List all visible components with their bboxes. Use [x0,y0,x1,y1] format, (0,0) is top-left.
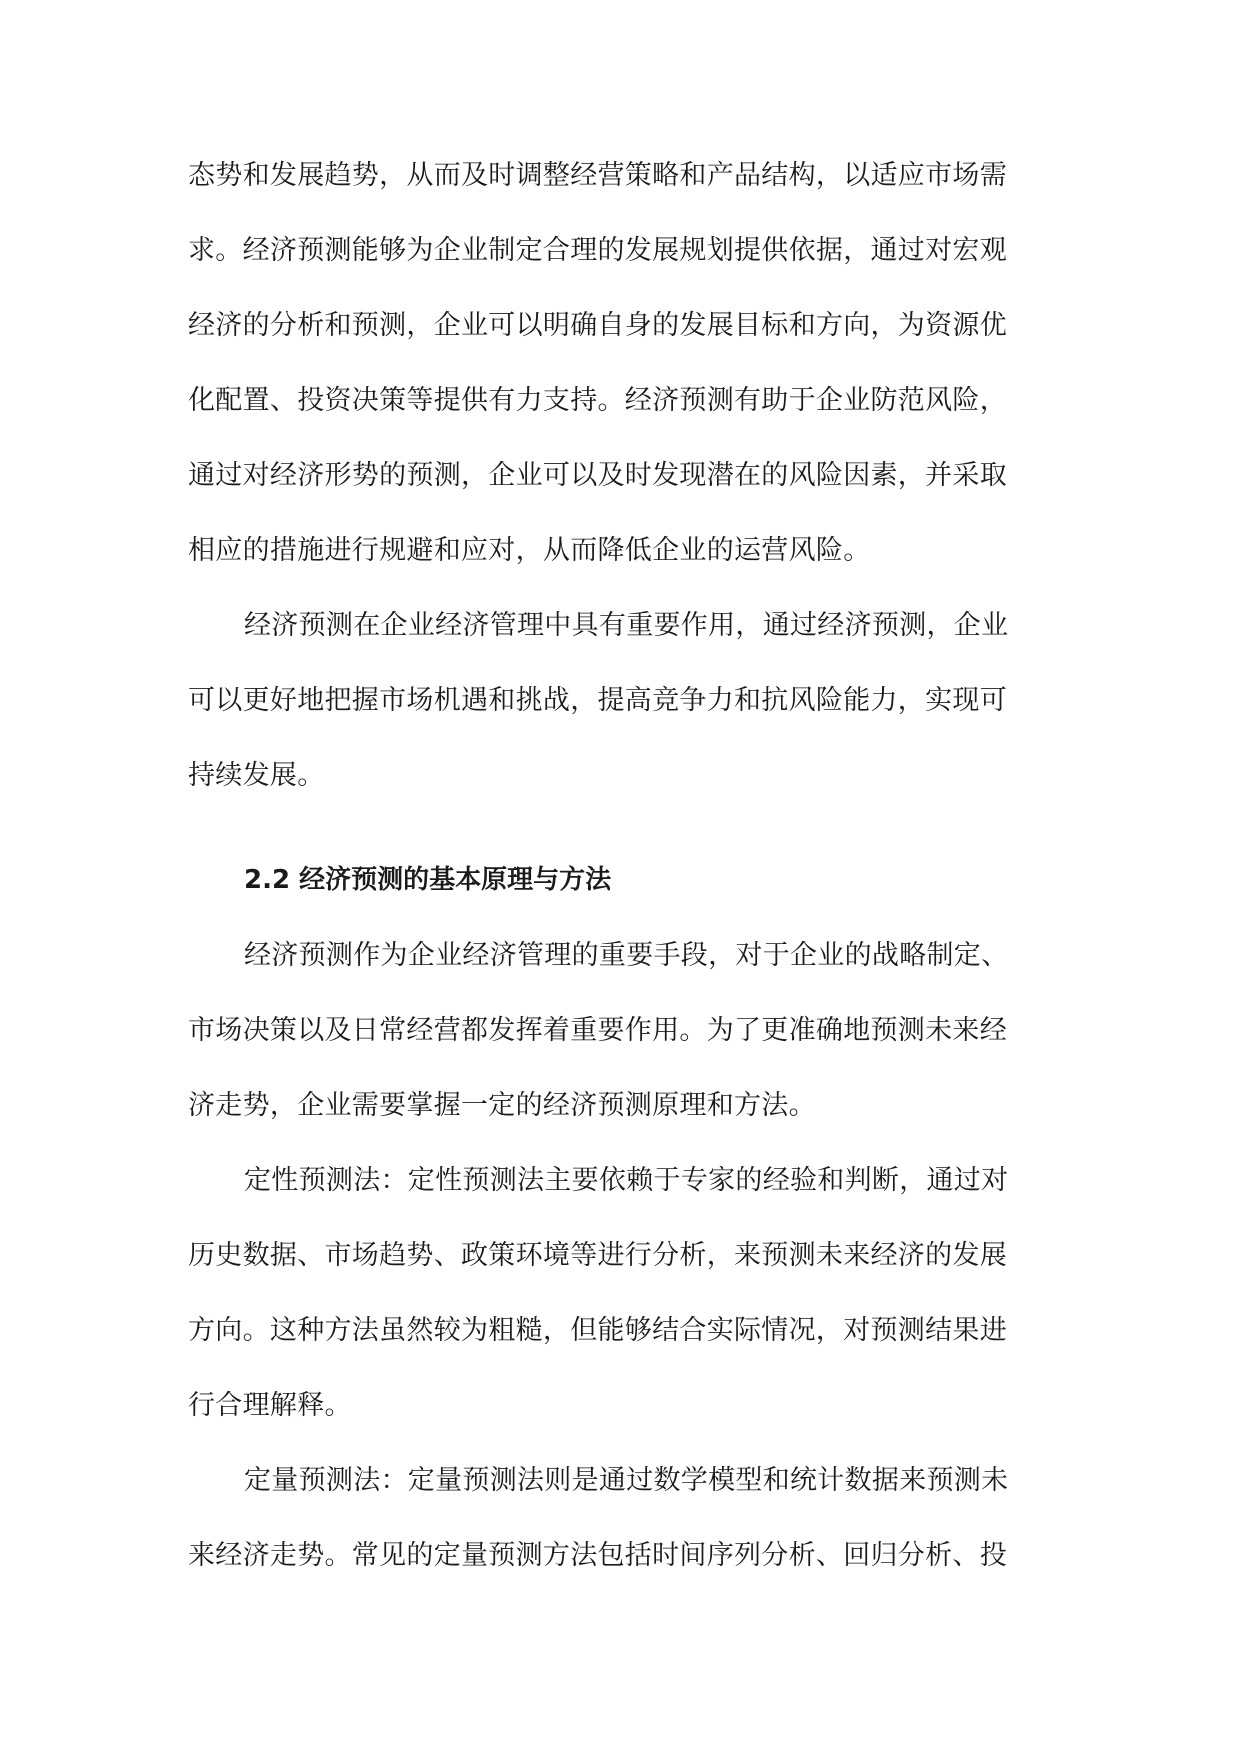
text-line: 济走势，企业需要掌握一定的经济预测原理和方法。 [188,1090,816,1121]
text-line: 持续发展。 [188,760,325,791]
paragraph [188,1443,1058,1593]
text-line: 化配置、投资决策等提供有力支持。经济预测有助于企业防范风险， [188,385,1007,416]
text-line: 方向。这种方法虽然较为粗糙，但能够结合实际情况，对预测结果进 [188,1315,1007,1346]
text-line: 可以更好地把握市场机遇和挑战，提高竞争力和抗风险能力，实现可 [188,685,1007,716]
document-page [188,138,1058,1593]
text-line: 求。经济预测能够为企业制定合理的发展规划提供依据，通过对宏观 [188,235,1007,266]
section-heading: 2.2 经济预测的基本原理与方法 [244,865,612,895]
text-line: 相应的措施进行规避和应对，从而降低企业的运营风险。 [188,535,871,566]
text-line: 市场决策以及日常经营都发挥着重要作用。为了更准确地预测未来经 [188,1015,1007,1046]
text-line: 来经济走势。常见的定量预测方法包括时间序列分析、回归分析、投 [188,1540,1007,1571]
text-line: 态势和发展趋势，从而及时调整经营策略和产品结构，以适应市场需 [188,160,1007,191]
text-line: 通过对经济形势的预测，企业可以及时发现潜在的风险因素，并采取 [188,460,1007,491]
text-line: 定量预测法：定量预测法则是通过数学模型和统计数据来预测未 [244,1465,1009,1496]
paragraph [188,138,1058,588]
text-line: 历史数据、市场趋势、政策环境等进行分析，来预测未来经济的发展 [188,1240,1007,1271]
paragraph [188,918,1058,1143]
text-line: 行合理解释。 [188,1390,352,1421]
text-line: 经济预测在企业经济管理中具有重要作用，通过经济预测，企业 [244,610,1009,641]
paragraph [188,588,1058,813]
text-line: 经济预测作为企业经济管理的重要手段，对于企业的战略制定、 [244,940,1009,971]
paragraph [188,1143,1058,1443]
text-line: 定性预测法：定性预测法主要依赖于专家的经验和判断，通过对 [244,1165,1009,1196]
text-line: 经济的分析和预测，企业可以明确自身的发展目标和方向，为资源优 [188,310,1007,341]
